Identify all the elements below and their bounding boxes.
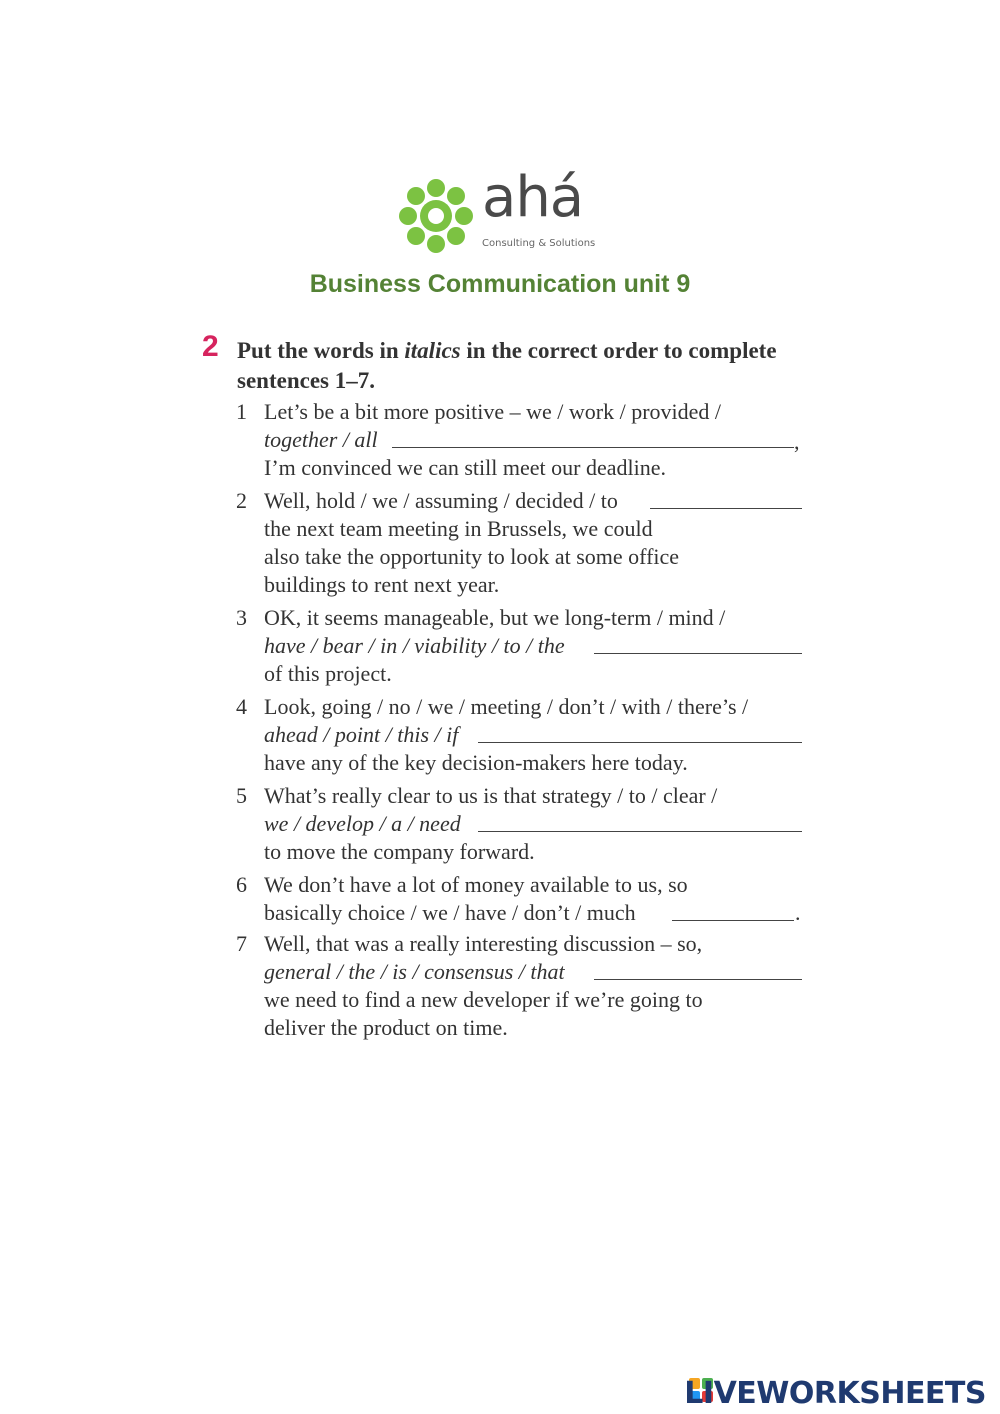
logo-word: ahá bbox=[482, 165, 584, 230]
instruction-pre: Put the words in bbox=[237, 338, 405, 363]
answer-blank[interactable] bbox=[594, 979, 802, 980]
item-line: Look, going / no / we / meeting / don’t / with / there’s / bbox=[264, 694, 749, 719]
logo-subtitle: Consulting & Solutions bbox=[482, 238, 596, 249]
item-line: the next team meeting in Brussels, we could bbox=[264, 516, 653, 541]
item-number: 5 bbox=[236, 783, 247, 808]
item-number: 4 bbox=[236, 694, 247, 719]
star-logo-icon bbox=[396, 176, 476, 256]
item-line: Well, hold / we / assuming / decided / to bbox=[264, 488, 618, 513]
item-line: basically choice / we / have / don’t / much bbox=[264, 900, 636, 925]
item-line: general / the / is / consensus / that bbox=[264, 959, 565, 984]
answer-blank[interactable] bbox=[672, 920, 794, 921]
answer-blank[interactable] bbox=[392, 447, 794, 448]
item-number: 2 bbox=[236, 488, 247, 513]
item-line: We don’t have a lot of money available to us, so bbox=[264, 872, 688, 897]
exercise-instruction bbox=[237, 336, 797, 396]
item-line: to move the company forward. bbox=[264, 839, 535, 864]
item-line: also take the opportunity to look at some office bbox=[264, 544, 680, 569]
liveworksheets-brand: LIVEWORKSHEETS bbox=[684, 1376, 986, 1411]
answer-blank[interactable] bbox=[478, 831, 802, 832]
item-line: ahead / point / this / if bbox=[264, 722, 459, 747]
item-number: 6 bbox=[236, 872, 247, 897]
item-line: we / develop / a / need bbox=[264, 811, 461, 836]
answer-blank[interactable] bbox=[594, 653, 802, 654]
item-trail: , bbox=[794, 429, 800, 454]
item-line: OK, it seems manageable, but we long-term / mind / bbox=[264, 605, 726, 630]
item-line: buildings to rent next year. bbox=[264, 572, 500, 597]
item-line: we need to find a new developer if we’re going to bbox=[264, 987, 703, 1012]
item-number: 3 bbox=[236, 605, 247, 630]
answer-blank[interactable] bbox=[650, 508, 802, 509]
answer-blank[interactable] bbox=[478, 742, 802, 743]
item-number: 1 bbox=[236, 399, 247, 424]
item-trail: . bbox=[795, 900, 801, 925]
item-line: What’s really clear to us is that strategy / to / clear / bbox=[264, 783, 718, 808]
aha-logo bbox=[396, 165, 606, 256]
item-number: 7 bbox=[236, 931, 247, 956]
instruction-italic: italics bbox=[404, 338, 461, 363]
item-line: Well, that was a really interesting discussion – so, bbox=[264, 931, 703, 956]
item-line: of this project. bbox=[264, 661, 392, 686]
page-title: Business Communication unit 9 bbox=[309, 270, 691, 298]
item-line: deliver the product on time. bbox=[264, 1015, 508, 1040]
item-line: Let’s be a bit more positive – we / work / provided / bbox=[264, 399, 722, 424]
exercise-number: 2 bbox=[202, 330, 219, 363]
item-line: together / all bbox=[264, 427, 378, 452]
item-line: have / bear / in / viability / to / the bbox=[264, 633, 565, 658]
item-line: have any of the key decision-makers here today. bbox=[264, 750, 688, 775]
instruction-post: in the correct order to complete sentences 1–7. bbox=[237, 338, 777, 393]
item-line: I’m convinced we can still meet our deadline. bbox=[264, 455, 666, 480]
